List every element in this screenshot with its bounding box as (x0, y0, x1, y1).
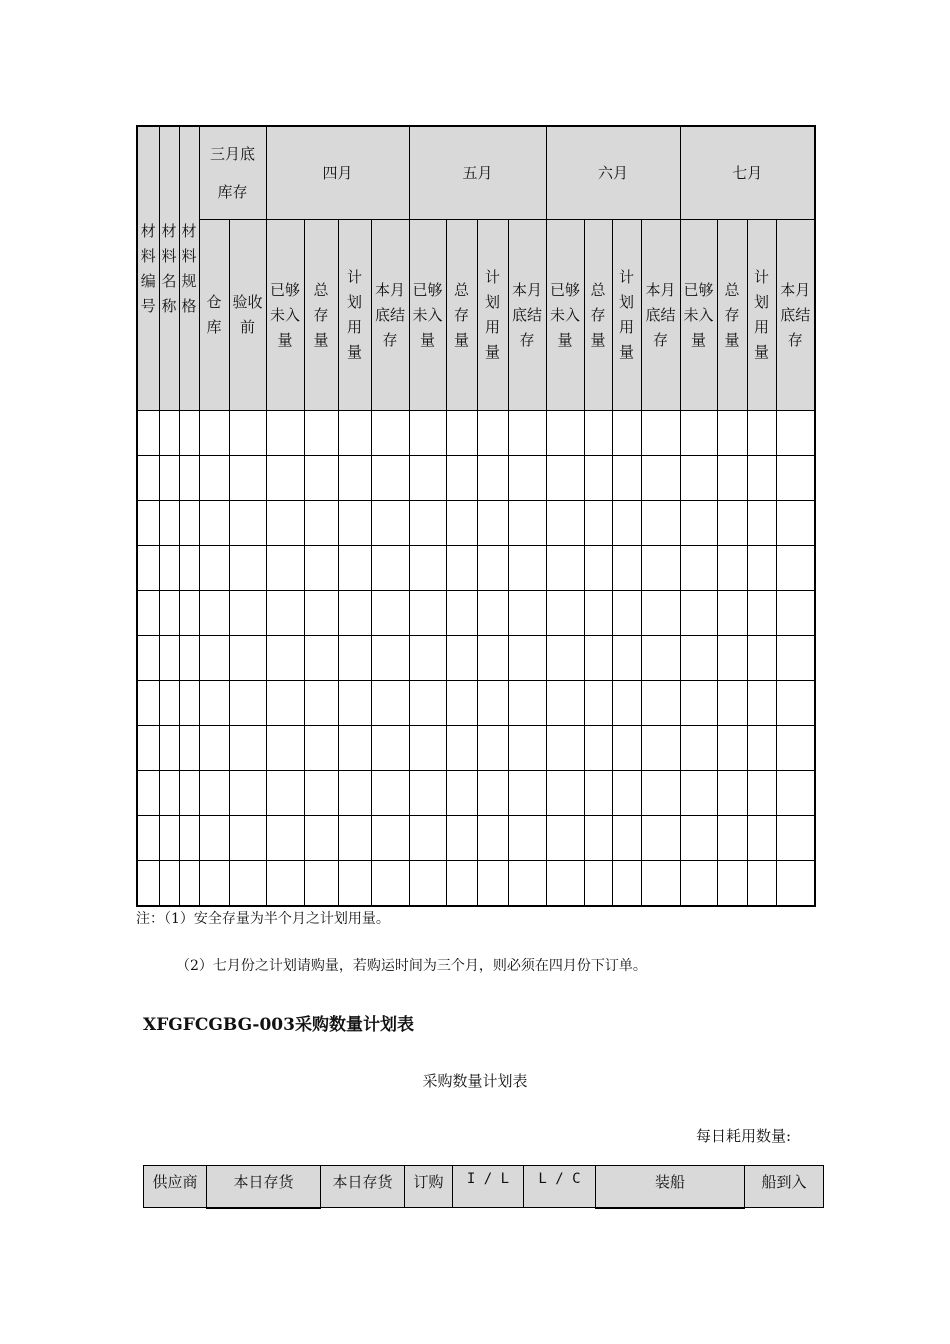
table-cell[interactable] (717, 726, 747, 771)
table-cell[interactable] (446, 771, 477, 816)
table-cell[interactable] (546, 816, 584, 861)
table-cell[interactable] (680, 636, 717, 681)
table-cell[interactable] (409, 501, 446, 546)
table-cell[interactable] (612, 591, 641, 636)
table-row (137, 501, 815, 546)
table-cell[interactable] (137, 501, 159, 546)
table-cell[interactable] (477, 456, 508, 501)
table-cell[interactable] (266, 591, 304, 636)
table-cell[interactable] (338, 591, 371, 636)
header-jun-plan: 计划用量 (612, 220, 641, 411)
table-cell[interactable] (179, 546, 199, 591)
table-cell[interactable] (229, 411, 266, 456)
table-cell[interactable] (680, 726, 717, 771)
table-cell[interactable] (338, 816, 371, 861)
table-cell[interactable] (546, 861, 584, 907)
table-cell[interactable] (546, 726, 584, 771)
table-cell[interactable] (717, 411, 747, 456)
table-cell[interactable] (179, 411, 199, 456)
table-cell[interactable] (179, 636, 199, 681)
table-cell[interactable] (199, 591, 229, 636)
table-cell[interactable] (641, 501, 680, 546)
header-material-name: 材料名称 (159, 126, 179, 411)
table-cell[interactable] (199, 726, 229, 771)
table-row (137, 726, 815, 771)
table-row (137, 636, 815, 681)
table-cell[interactable] (546, 501, 584, 546)
table-cell[interactable] (508, 591, 546, 636)
table-cell[interactable] (776, 726, 815, 771)
header-shipment: 装船 (596, 1166, 745, 1208)
table-cell[interactable] (747, 456, 776, 501)
table-cell[interactable] (680, 681, 717, 726)
table-cell[interactable] (338, 501, 371, 546)
table-cell[interactable] (477, 546, 508, 591)
table-cell[interactable] (446, 501, 477, 546)
header-il: I / L (453, 1166, 524, 1208)
header-may-plan: 计划用量 (477, 220, 508, 411)
table-cell[interactable] (304, 816, 338, 861)
table-cell[interactable] (717, 636, 747, 681)
header-warehouse: 仓库 (199, 220, 229, 411)
table-cell[interactable] (304, 501, 338, 546)
header-month-april: 四月 (266, 126, 409, 220)
header-order: 订购 (405, 1166, 453, 1208)
table-cell[interactable] (371, 546, 409, 591)
table-cell[interactable] (229, 861, 266, 907)
table-cell[interactable] (776, 501, 815, 546)
table-cell[interactable] (199, 501, 229, 546)
header-jul-end: 本月底结存 (776, 220, 815, 411)
table-cell[interactable] (641, 816, 680, 861)
table-cell[interactable] (776, 816, 815, 861)
table-cell[interactable] (409, 636, 446, 681)
table-row (137, 771, 815, 816)
table-cell[interactable] (776, 456, 815, 501)
table-cell[interactable] (717, 546, 747, 591)
table-cell[interactable] (338, 636, 371, 681)
table-cell[interactable] (266, 771, 304, 816)
table-cell[interactable] (747, 861, 776, 907)
table-cell[interactable] (612, 771, 641, 816)
table-cell[interactable] (508, 636, 546, 681)
table-cell[interactable] (371, 636, 409, 681)
header-material-code: 材料编号 (137, 126, 159, 411)
header-month-may: 五月 (409, 126, 546, 220)
table-cell[interactable] (641, 456, 680, 501)
table-cell[interactable] (338, 861, 371, 907)
table-cell[interactable] (266, 546, 304, 591)
table-cell[interactable] (229, 501, 266, 546)
table-cell[interactable] (584, 771, 612, 816)
table-cell[interactable] (304, 636, 338, 681)
table-cell[interactable] (179, 771, 199, 816)
table-cell[interactable] (612, 501, 641, 546)
table-cell[interactable] (446, 636, 477, 681)
table-cell[interactable] (266, 816, 304, 861)
table-cell[interactable] (717, 861, 747, 907)
table-cell[interactable] (338, 771, 371, 816)
header-before-inspection: 验收前 (229, 220, 266, 411)
table-cell[interactable] (199, 771, 229, 816)
note-safety-stock: 注：（1）安全存量为半个月之计划用量。 (136, 911, 390, 927)
table-cell[interactable] (641, 411, 680, 456)
table-cell[interactable] (304, 411, 338, 456)
table-cell[interactable] (371, 726, 409, 771)
table-cell[interactable] (137, 681, 159, 726)
header-ship-arrival: 船到入 (745, 1166, 824, 1208)
table-cell[interactable] (159, 456, 179, 501)
table-cell[interactable] (137, 816, 159, 861)
header-month-july: 七月 (680, 126, 815, 220)
table-cell[interactable] (584, 591, 612, 636)
table-cell[interactable] (546, 681, 584, 726)
header-may-end: 本月底结存 (508, 220, 546, 411)
table-cell[interactable] (446, 591, 477, 636)
table-cell[interactable] (776, 411, 815, 456)
header-apr-plan: 计划用量 (338, 220, 371, 411)
table-cell[interactable] (477, 816, 508, 861)
table-cell[interactable] (371, 861, 409, 907)
table-cell[interactable] (717, 501, 747, 546)
table-cell[interactable] (680, 861, 717, 907)
table-cell[interactable] (717, 816, 747, 861)
table-cell[interactable] (747, 636, 776, 681)
table-cell[interactable] (508, 816, 546, 861)
header-jun-end: 本月底结存 (641, 220, 680, 411)
table-cell[interactable] (137, 726, 159, 771)
table-cell[interactable] (584, 816, 612, 861)
table-cell[interactable] (717, 771, 747, 816)
table-cell[interactable] (137, 456, 159, 501)
table-cell[interactable] (199, 636, 229, 681)
table-cell[interactable] (776, 546, 815, 591)
material-plan-body (137, 411, 815, 907)
table-row (137, 861, 815, 907)
header-jul-plan: 计划用量 (747, 220, 776, 411)
header-jul-ordered: 已够未入量 (680, 220, 717, 411)
table-cell[interactable] (508, 456, 546, 501)
table-cell[interactable] (159, 681, 179, 726)
table-cell[interactable] (179, 681, 199, 726)
table-cell[interactable] (229, 456, 266, 501)
table-cell[interactable] (776, 681, 815, 726)
table-cell[interactable] (137, 771, 159, 816)
table-cell[interactable] (680, 456, 717, 501)
table-cell[interactable] (477, 591, 508, 636)
table-cell[interactable] (338, 456, 371, 501)
table-cell[interactable] (304, 771, 338, 816)
table-cell[interactable] (546, 546, 584, 591)
table-cell[interactable] (546, 636, 584, 681)
table-cell[interactable] (371, 411, 409, 456)
table-cell[interactable] (409, 591, 446, 636)
table-cell[interactable] (266, 726, 304, 771)
table-cell[interactable] (179, 726, 199, 771)
table-cell[interactable] (159, 861, 179, 907)
table-cell[interactable] (612, 861, 641, 907)
table-cell[interactable] (717, 591, 747, 636)
table-cell[interactable] (179, 816, 199, 861)
table-cell[interactable] (612, 411, 641, 456)
table-cell[interactable] (680, 771, 717, 816)
table-cell[interactable] (747, 771, 776, 816)
table-cell[interactable] (371, 771, 409, 816)
table-cell[interactable] (229, 546, 266, 591)
table-row (137, 411, 815, 456)
table-cell[interactable] (229, 681, 266, 726)
table-cell[interactable] (137, 546, 159, 591)
table-cell[interactable] (680, 411, 717, 456)
table-cell[interactable] (747, 816, 776, 861)
table-cell[interactable] (137, 411, 159, 456)
table-cell[interactable] (338, 726, 371, 771)
table-cell[interactable] (409, 546, 446, 591)
table-cell[interactable] (641, 546, 680, 591)
table-cell[interactable] (508, 681, 546, 726)
table-cell[interactable] (641, 726, 680, 771)
table-cell[interactable] (409, 861, 446, 907)
table-cell[interactable] (304, 456, 338, 501)
table-cell[interactable] (584, 861, 612, 907)
header-month-june: 六月 (546, 126, 680, 220)
table-cell[interactable] (446, 726, 477, 771)
purchase-plan-table (143, 1165, 824, 1209)
table-cell[interactable] (680, 591, 717, 636)
header-apr-total: 总存量 (304, 220, 338, 411)
table-cell[interactable] (680, 501, 717, 546)
table-cell[interactable] (508, 411, 546, 456)
header-apr-end: 本月底结存 (371, 220, 409, 411)
table-cell[interactable] (776, 636, 815, 681)
table-cell[interactable] (199, 681, 229, 726)
table-cell[interactable] (508, 546, 546, 591)
header-apr-ordered: 已够未入量 (266, 220, 304, 411)
header-lc: L / C (524, 1166, 596, 1208)
table-row (137, 816, 815, 861)
table-cell[interactable] (546, 411, 584, 456)
table-cell[interactable] (409, 456, 446, 501)
table-cell[interactable] (446, 456, 477, 501)
table-cell[interactable] (199, 546, 229, 591)
table-cell[interactable] (199, 816, 229, 861)
table-cell[interactable] (546, 456, 584, 501)
header-supplier: 供应商 (144, 1166, 207, 1208)
header-jul-total: 总存量 (717, 220, 747, 411)
daily-usage-label: 每日耗用数量: (696, 1127, 792, 1145)
table-cell[interactable] (338, 411, 371, 456)
table-cell[interactable] (776, 861, 815, 907)
table-cell[interactable] (304, 681, 338, 726)
table-cell[interactable] (584, 546, 612, 591)
header-today-stock-2: 本日存货 (321, 1166, 405, 1208)
table-cell[interactable] (584, 681, 612, 726)
table-cell[interactable] (266, 861, 304, 907)
section-heading: XFGFCGBG-003采购数量计划表 (143, 1015, 414, 1035)
table-cell[interactable] (508, 726, 546, 771)
table-cell[interactable] (371, 816, 409, 861)
table-cell[interactable] (159, 546, 179, 591)
table-cell[interactable] (199, 411, 229, 456)
header-today-stock-1: 本日存货 (207, 1166, 321, 1208)
table-cell[interactable] (159, 636, 179, 681)
table-cell[interactable] (371, 591, 409, 636)
table-row (137, 456, 815, 501)
table-row (137, 681, 815, 726)
form-title: 采购数量计划表 (422, 1072, 528, 1090)
table-cell[interactable] (584, 501, 612, 546)
table-cell[interactable] (304, 591, 338, 636)
table-cell[interactable] (179, 456, 199, 501)
table-cell[interactable] (266, 636, 304, 681)
table-cell[interactable] (546, 771, 584, 816)
table-cell[interactable] (229, 726, 266, 771)
table-cell[interactable] (371, 681, 409, 726)
table-cell[interactable] (508, 861, 546, 907)
table-cell[interactable] (199, 861, 229, 907)
table-cell[interactable] (747, 501, 776, 546)
table-cell[interactable] (266, 681, 304, 726)
header-march-stock: 三月底库存 (199, 126, 266, 220)
table-cell[interactable] (776, 771, 815, 816)
table-cell[interactable] (747, 546, 776, 591)
table-cell[interactable] (477, 861, 508, 907)
table-cell[interactable] (409, 816, 446, 861)
header-jun-total: 总存量 (584, 220, 612, 411)
table-cell[interactable] (477, 636, 508, 681)
table-cell[interactable] (266, 411, 304, 456)
table-cell[interactable] (641, 771, 680, 816)
table-cell[interactable] (304, 861, 338, 907)
table-cell[interactable] (409, 726, 446, 771)
header-may-total: 总存量 (446, 220, 477, 411)
table-cell[interactable] (680, 816, 717, 861)
table-cell[interactable] (612, 546, 641, 591)
table-cell[interactable] (229, 636, 266, 681)
header-material-spec: 材料规格 (179, 126, 199, 411)
table-cell[interactable] (446, 816, 477, 861)
table-cell[interactable] (137, 861, 159, 907)
table-cell[interactable] (446, 546, 477, 591)
table-cell[interactable] (747, 726, 776, 771)
table-cell[interactable] (229, 816, 266, 861)
table-cell[interactable] (338, 546, 371, 591)
table-cell[interactable] (747, 411, 776, 456)
table-cell[interactable] (159, 591, 179, 636)
table-cell[interactable] (641, 861, 680, 907)
header-jun-ordered: 已够未入量 (546, 220, 584, 411)
table-cell[interactable] (304, 546, 338, 591)
table-cell[interactable] (477, 501, 508, 546)
table-cell[interactable] (159, 771, 179, 816)
table-cell[interactable] (717, 681, 747, 726)
table-cell[interactable] (229, 771, 266, 816)
table-cell[interactable] (612, 681, 641, 726)
table-cell[interactable] (371, 456, 409, 501)
table-row (137, 546, 815, 591)
table-cell[interactable] (159, 726, 179, 771)
table-cell[interactable] (477, 771, 508, 816)
table-cell[interactable] (747, 591, 776, 636)
table-cell[interactable] (584, 456, 612, 501)
table-cell[interactable] (137, 636, 159, 681)
table-cell[interactable] (446, 681, 477, 726)
table-cell[interactable] (371, 501, 409, 546)
table-cell[interactable] (776, 591, 815, 636)
table-cell[interactable] (641, 636, 680, 681)
table-cell[interactable] (477, 726, 508, 771)
table-cell[interactable] (409, 411, 446, 456)
table-cell[interactable] (612, 456, 641, 501)
table-cell[interactable] (229, 591, 266, 636)
table-cell[interactable] (266, 456, 304, 501)
table-cell[interactable] (747, 681, 776, 726)
table-cell[interactable] (508, 771, 546, 816)
table-cell[interactable] (409, 681, 446, 726)
table-cell[interactable] (546, 591, 584, 636)
table-cell[interactable] (508, 501, 546, 546)
table-cell[interactable] (612, 636, 641, 681)
material-plan-table (136, 125, 816, 907)
header-may-ordered: 已够未入量 (409, 220, 446, 411)
table-cell[interactable] (199, 456, 229, 501)
table-cell[interactable] (179, 861, 199, 907)
table-cell[interactable] (612, 816, 641, 861)
table-cell[interactable] (159, 411, 179, 456)
table-row (137, 591, 815, 636)
table-cell[interactable] (584, 411, 612, 456)
table-cell[interactable] (477, 681, 508, 726)
table-cell[interactable] (179, 591, 199, 636)
table-cell[interactable] (266, 501, 304, 546)
table-cell[interactable] (717, 456, 747, 501)
table-cell[interactable] (159, 501, 179, 546)
table-cell[interactable] (159, 816, 179, 861)
table-cell[interactable] (641, 681, 680, 726)
table-cell[interactable] (137, 591, 159, 636)
table-cell[interactable] (680, 546, 717, 591)
table-cell[interactable] (641, 591, 680, 636)
note-july-order: （2）七月份之计划请购量，若购运时间为三个月，则必须在四月份下订单。 (176, 958, 647, 974)
table-cell[interactable] (409, 771, 446, 816)
table-cell[interactable] (446, 411, 477, 456)
table-cell[interactable] (612, 726, 641, 771)
table-cell[interactable] (304, 726, 338, 771)
table-cell[interactable] (338, 681, 371, 726)
table-cell[interactable] (584, 726, 612, 771)
table-cell[interactable] (446, 861, 477, 907)
table-cell[interactable] (477, 411, 508, 456)
table-cell[interactable] (179, 501, 199, 546)
table-cell[interactable] (584, 636, 612, 681)
